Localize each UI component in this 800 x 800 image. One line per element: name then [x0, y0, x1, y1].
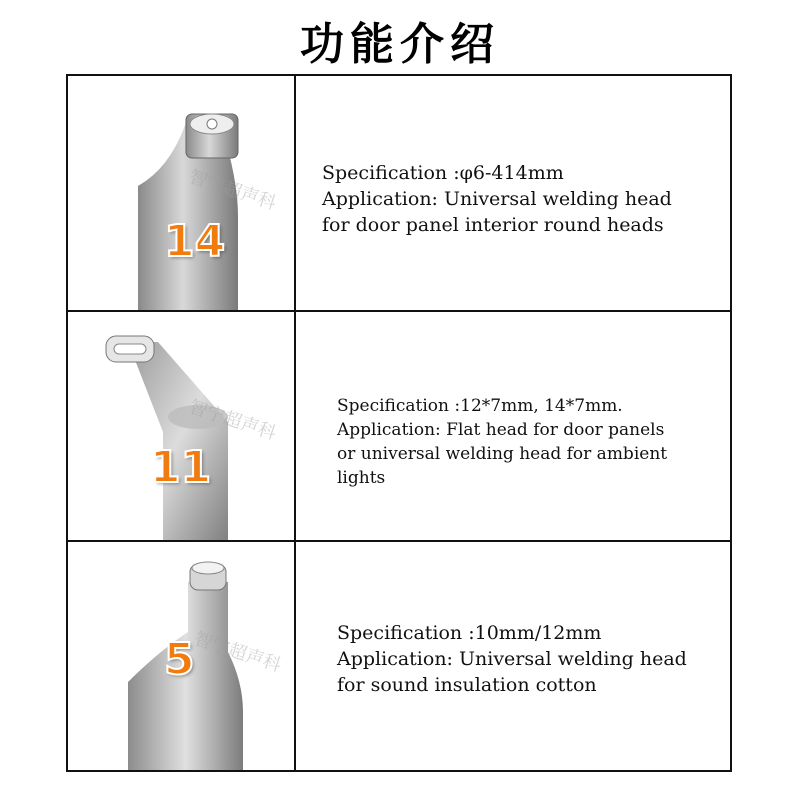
- spec-cell: [296, 542, 730, 770]
- watermark: 智宁超声科: [186, 396, 279, 445]
- product-image-cell: [68, 76, 296, 310]
- watermark: 智宁超声科: [191, 628, 284, 677]
- spec-text: Specification :12*7mm, 14*7mm. Application: Flat head for door panels or universal welding head for ambient lights: [337, 396, 668, 488]
- spec-text: Specification :φ6-414mm Application: Universal welding head for door panel interior round heads: [322, 162, 672, 236]
- table-row: [68, 312, 730, 542]
- product-image-cell: [68, 312, 296, 540]
- table-row: [68, 542, 730, 770]
- model-badge: 5: [164, 634, 195, 685]
- spec-table: [66, 74, 732, 772]
- product-image-cell: [68, 542, 296, 770]
- spec-cell: [296, 312, 730, 540]
- table-row: [68, 76, 730, 312]
- watermark: 智宁超声科: [186, 166, 279, 215]
- spec-cell: [296, 76, 730, 310]
- model-badge: 11: [150, 442, 212, 493]
- model-badge: 14: [164, 216, 226, 267]
- spec-text: Specification :10mm/12mm Application: Universal welding head for sound insulation cotton: [337, 622, 687, 696]
- page-title: 功能介绍: [300, 19, 500, 70]
